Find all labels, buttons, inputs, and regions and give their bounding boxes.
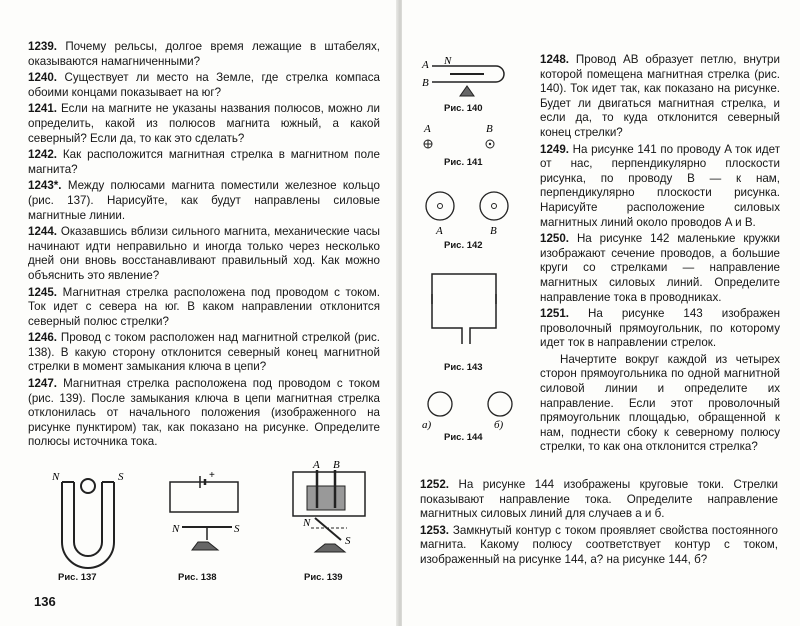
problem-1243: 1243*. Между полюсами магнита поместили железное кольцо (рис. 137). Нарисуйте, как будут направлены силовые магнитные линии. [28,179,380,222]
fig137-caption: Рис. 137 [58,572,97,583]
fig144-label-b: б) [494,419,504,431]
fig141-label-a: A [424,123,431,135]
fig137-label-n: N [52,471,60,483]
fig141-label-b: B [486,123,493,135]
page-number: 136 [34,594,56,609]
fig139-label-b: B [333,459,340,471]
problem-1252: 1252. На рисунке 144 изображены круговые токи. Стрелки показывают направление тока. Определите направление магнитных силовых линий для случаев а и б. [420,478,778,521]
problem-1253: 1253. Замкнутый контур с током проявляет свойства постоянного магнита. Какому полюсу соответствует контур с током, изображенный на рисунке 144, а? на рисунке 144, б? [420,523,778,566]
needle-base [192,542,218,550]
fig140-label-b: B [422,77,429,89]
figure-137 [48,472,128,572]
fig138-caption: Рис. 138 [178,572,217,583]
field-circle-a [426,192,454,220]
circular-current-a [428,392,452,416]
fig140-caption: Рис. 140 [444,103,483,114]
right-wide-problems [420,478,778,570]
wire-b-dot-center [489,143,491,145]
needle-stand [460,86,474,96]
fig140-label-a: A [422,59,429,71]
problem-1251: 1251. На рисунке 143 изображен проволочный прямоугольник, по которому идет ток в направлении стрелок. [540,307,780,350]
fig141-caption: Рис. 141 [444,157,483,168]
problem-1248: 1248. Провод AB образует петлю, внутри которой помещена магнитная стрелка (рис. 140). Ток идет так, как показано на рисунке. Будет ли двигаться магнитная стрелка, и если да, то куда отклонится северный конец стрелки? [540,53,780,139]
needle-base [315,544,345,552]
wire-a [438,204,443,209]
problem-1250: 1250. На рисунке 142 маленькие кружки изображают сечение проводов, а большие круги со стрелками — направление магнитных силовых линий. Определите направление тока в проводниках. [540,232,780,304]
fig139-label-n: N [303,517,311,529]
iron-ring [81,479,95,493]
right-problems [540,53,780,457]
fig139-label-a: A [313,459,320,471]
fig138-plus: + [209,470,215,481]
circular-current-b [488,392,512,416]
field-circle-b [480,192,508,220]
problem-1240: 1240. Существует ли место на Земле, где стрелка компаса обоими концами показывает на юг? [28,71,380,99]
problem-1247: 1247. Магнитная стрелка расположена под проводом с током (рис. 139). После замыкания ключа в цепи магнитная стрелка отклонилась от начального положения (изображенного на рисунке пунктиром) так, как показано на рисунке. Определите полюсы источника тока. [28,377,380,449]
circuit-loop [170,482,238,512]
fig143-caption: Рис. 143 [444,362,483,373]
fig139-label-s: S [345,535,351,547]
fig144-label-a: а) [422,419,432,431]
figure-142 [424,188,514,238]
fig137-label-s: S [118,471,124,483]
left-problems [28,40,380,452]
problem-1249: 1249. На рисунке 141 по проводу A ток идет от нас, перпендикулярно плоскости рисунка, по проводу B — к нам, перпендикулярно плоскости рисунка. Нарисуйте расположение силовых магнитных линий около проводов A и B. [540,142,780,229]
problem-1246: 1246. Провод с током расположен над магнитной стрелкой (рис. 138). В какую сторону отклонится северный конец магнитной стрелки в момент замыкания ключа в цепи? [28,331,380,374]
figure-138 [160,470,260,560]
problem-1244: 1244. Оказавшись вблизи сильного магнита, механические часы начинают идти неправильно и иногда только через несколько дней они вновь восстанавливают правильный ход. Как можно объяснить это явление? [28,225,380,282]
figure-143 [426,268,516,358]
fig138-label-s: S [234,523,240,535]
problem-1242: 1242. Как расположится магнитная стрелка в магнитном поле магнита? [28,148,380,176]
fig138-label-n: N [172,523,180,535]
problem-1239: 1239. Почему рельсы, долгое время лежащие в штабелях, оказываются намагниченными? [28,40,380,68]
fig144-caption: Рис. 144 [444,432,483,443]
wire-b [492,204,497,209]
cell-beaker [307,486,345,510]
problem-1251-continued: Начертите вокруг каждой из четырех сторон прямоугольника по одной магнитной силовой линии и определите их направление. Если этот проволочный прямоугольник площадью, обращенной к нам, поднести сбоку к северному полюсу стрелки, то как она отклонится стрелка? [540,352,780,454]
fig139-caption: Рис. 139 [304,572,343,583]
problem-1241: 1241. Если на магните не указаны названия полюсов, можно ли определить, какой из полюсов магнита южный, а какой северный? Если да, то как это сделать? [28,102,380,145]
figure-140 [422,56,512,96]
figure-141 [422,122,502,152]
left-page [0,0,398,626]
figure-144 [422,390,522,430]
fig142-label-b: B [490,225,497,237]
deflected-needle [315,518,341,540]
fig140-label-n: N [444,55,452,67]
problem-1245: 1245. Магнитная стрелка расположена под проводом с током. Ток идет с севера на юг. В каком направлении отклонится северный полюс стрелки? [28,285,380,328]
wire-rectangle [432,274,496,344]
fig142-label-a: A [436,225,443,237]
figure-139 [285,460,385,560]
fig142-caption: Рис. 142 [444,240,483,251]
